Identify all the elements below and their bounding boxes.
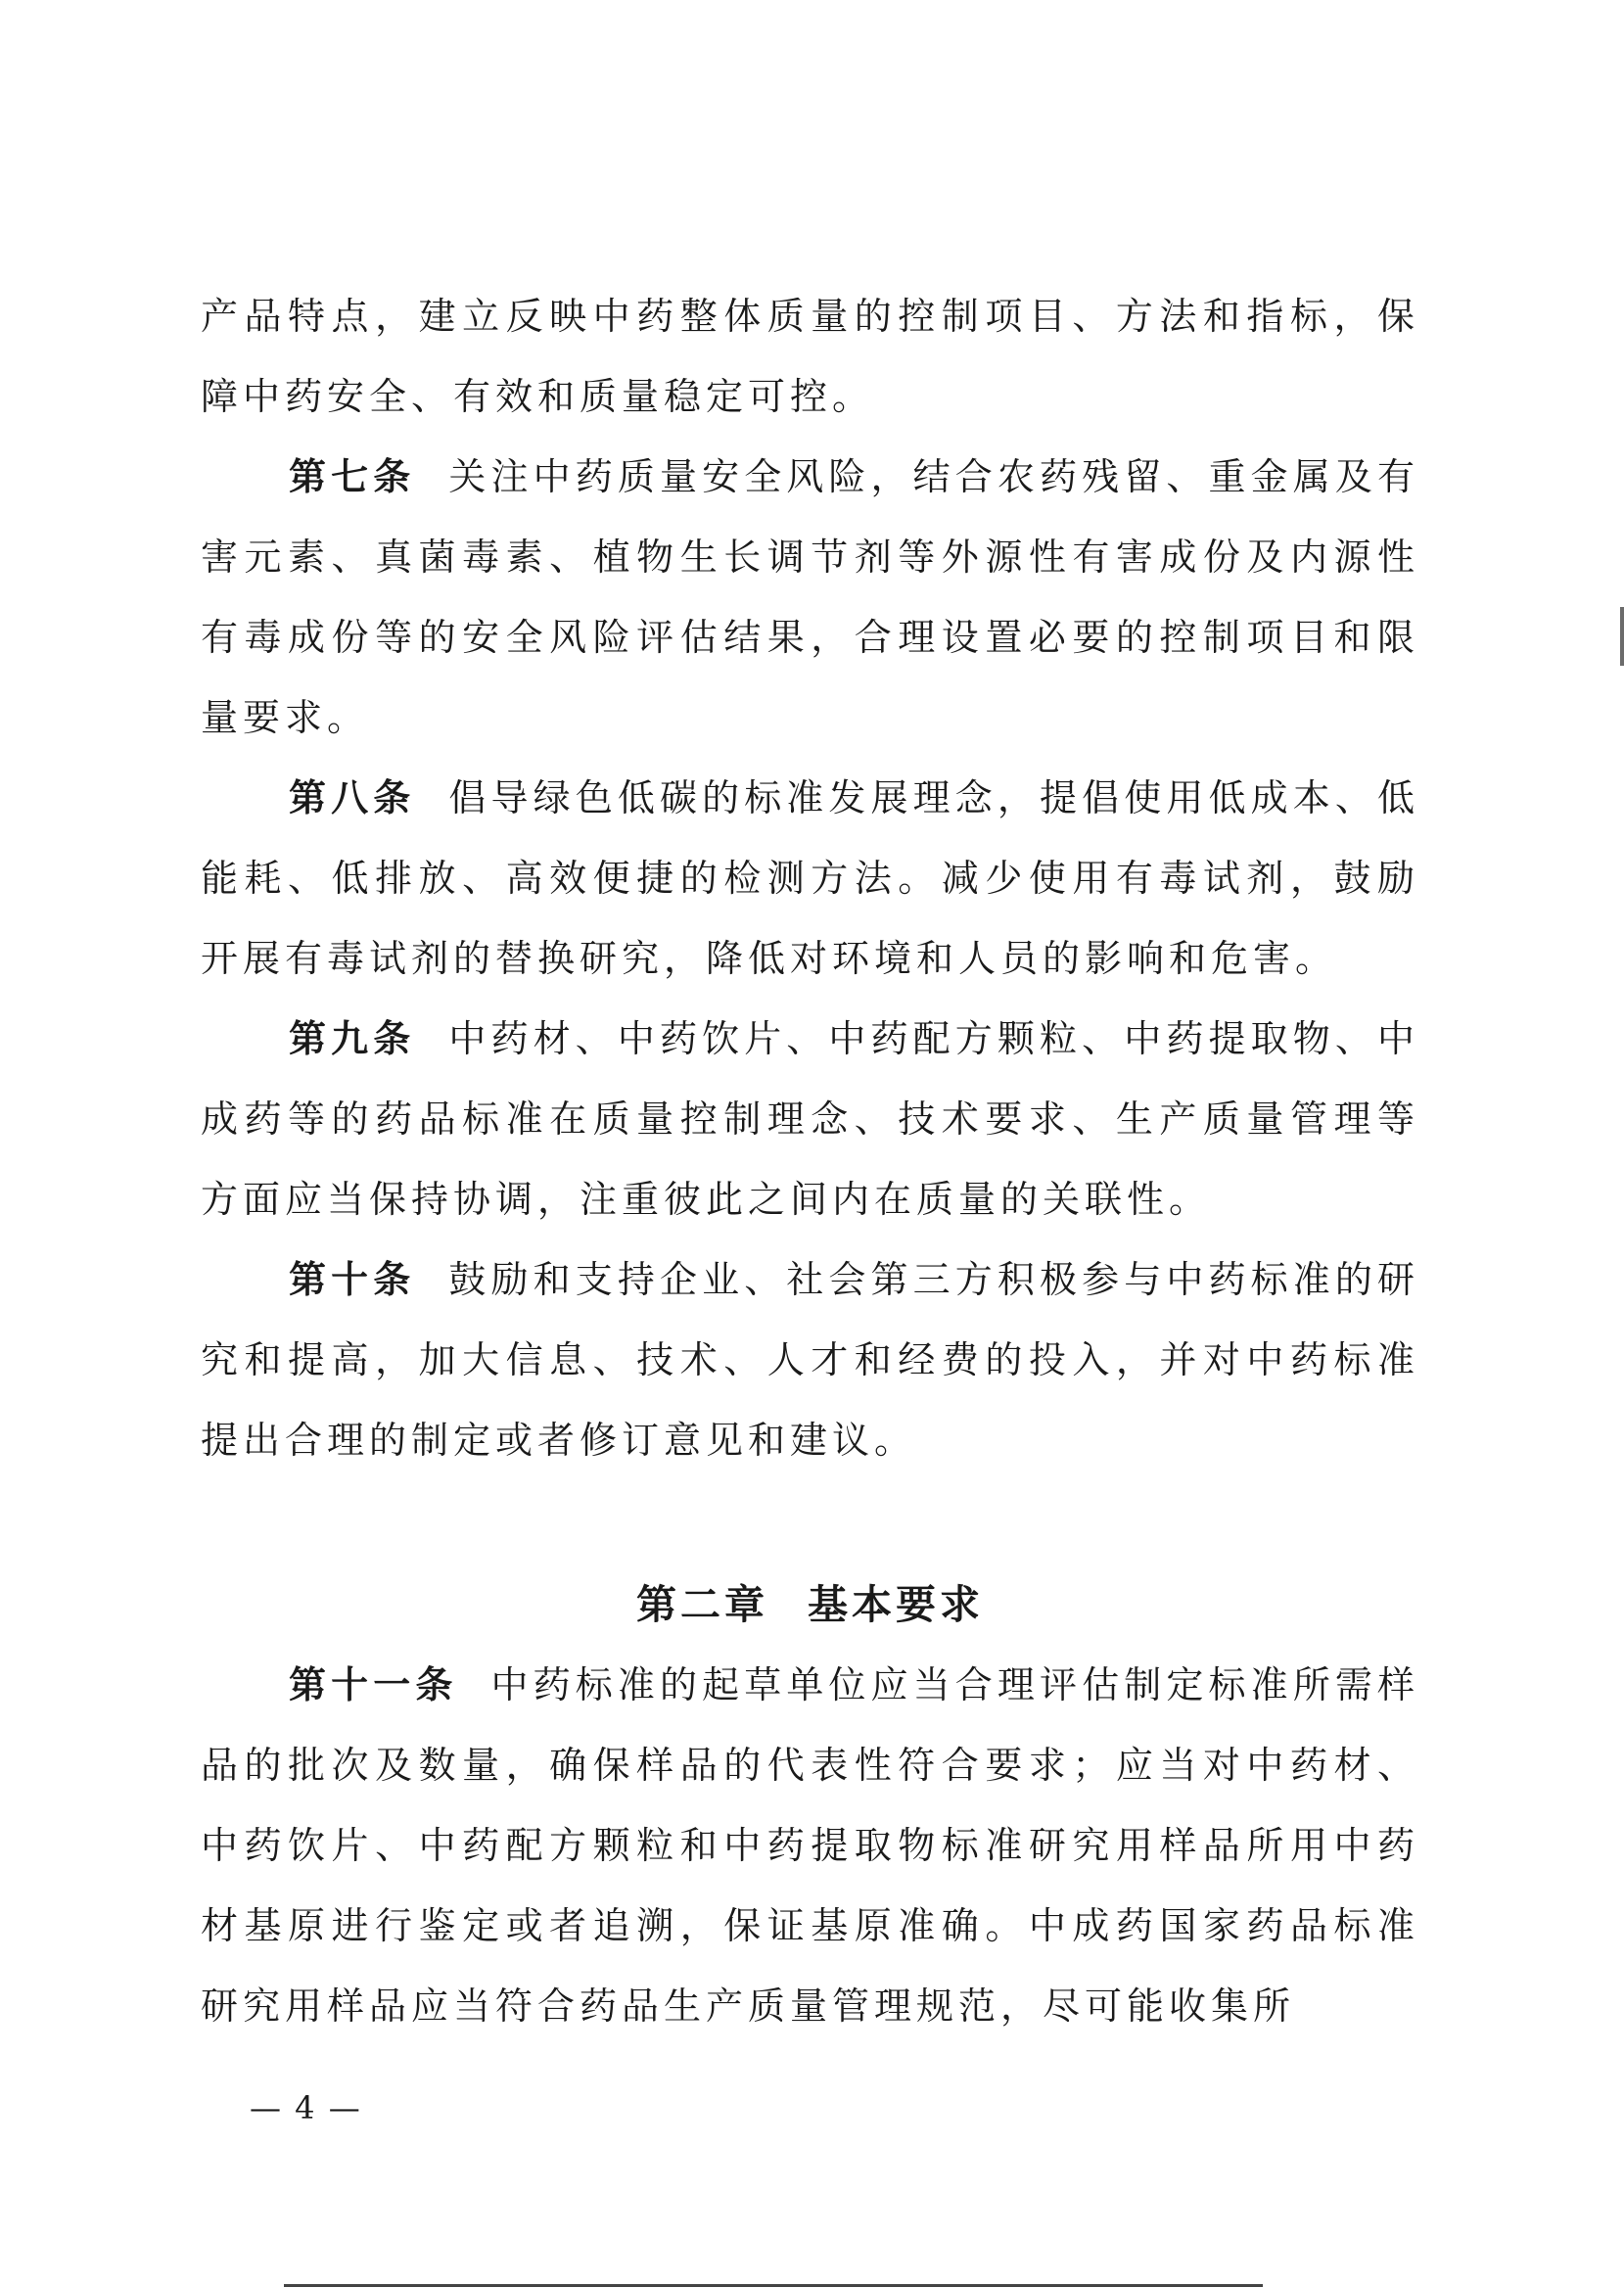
article-8 [201,758,1419,999]
paragraph-text: 中药材、中药饮片、中药配方颗粒、中药提取物、中成药等的药品标准在质量控制理念、技术要求、生产质量管理等方面应当保持协调，注重彼此之间内在质量的关联性。 [201,1017,1419,1221]
paragraph-text: 倡导绿色低碳的标准发展理念，提倡使用低成本、低能耗、低排放、高效便捷的检测方法。减少使用有毒试剂，鼓励开展有毒试剂的替换研究，降低对环境和人员的影响和危害。 [201,776,1419,980]
body-text-bottom [201,1645,1419,2046]
chapter-number: 第二章 [636,1581,768,1628]
article-7 [201,437,1419,758]
paragraph-text: 产品特点，建立反映中药整体质量的控制项目、方法和指标，保障中药安全、有效和质量稳定可控。 [201,295,1419,418]
article-number: 第七条 [289,455,416,498]
paragraph-text: 关注中药质量安全风险，结合农药残留、重金属及有害元素、真菌毒素、植物生长调节剂等外源性有害成份及内源性有毒成份等的安全风险评估结果，合理设置必要的控制项目和限量要求。 [201,455,1419,739]
article-number: 第十一条 [289,1663,458,1706]
page-number: — 4 — [250,2089,362,2126]
paragraph-text: 中药标准的起草单位应当合理评估制定标准所需样品的批次及数量，确保样品的代表性符合要求；应当对中药材、中药饮片、中药配方颗粒和中药提取物标准研究用样品所用中药材基原进行鉴定或者追溯，保证基原准确。中成药国家药品标准研究用样品应当符合药品生产质量管理规范，尽可能收集所 [201,1663,1419,2028]
chapter-heading [201,1564,1419,1645]
article-10 [201,1239,1419,1480]
article-11 [201,1645,1419,2046]
article-number: 第八条 [289,776,416,819]
chapter-title: 基本要求 [808,1581,984,1628]
scan-bottom-edge [284,2284,1263,2287]
body-text-top [201,276,1419,1480]
paragraph-text: 鼓励和支持企业、社会第三方积极参与中药标准的研究和提高，加大信息、技术、人才和经费的投入，并对中药标准提出合理的制定或者修订意见和建议。 [201,1258,1419,1462]
scan-edge-mark [1620,607,1624,666]
article-number: 第九条 [289,1017,416,1060]
paragraph-continued [201,276,1419,437]
article-number: 第十条 [289,1258,416,1301]
article-9 [201,999,1419,1239]
